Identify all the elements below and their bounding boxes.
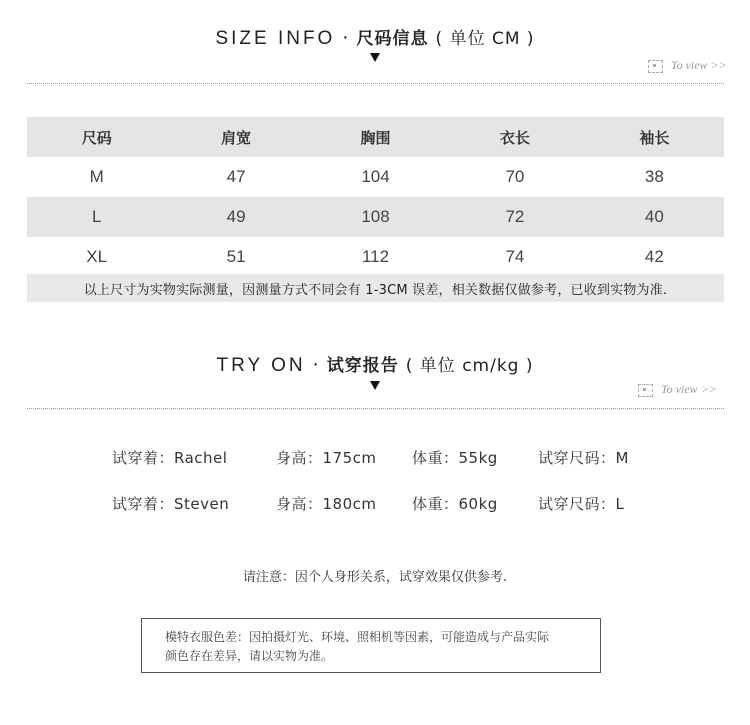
size-table-header-cell: 尺码 <box>81 128 112 147</box>
size-info-to-view-label: To view >> <box>671 58 727 72</box>
size-table-row <box>27 157 724 197</box>
size-table-cell: 47 <box>226 167 246 186</box>
color-notice-line-1: 模特衣服色差：因拍摄灯光、环境、照相机等因素，可能造成与产品实际 <box>165 630 550 644</box>
try-on-note: 请注意：因个人身形关系，试穿效果仅供参考. <box>242 570 508 585</box>
size-info-title-en: SIZE INFO <box>215 28 336 49</box>
size-table-cell: 104 <box>361 167 390 186</box>
size-table-cell: 108 <box>361 207 390 226</box>
size-table-cell: 74 <box>505 247 525 266</box>
try-on-height: 身高：175cm <box>276 449 377 467</box>
try-on-title-unit: ( 单位 cm/kg ) <box>405 356 534 376</box>
size-table-row <box>27 237 724 277</box>
try-on-model: 试穿着：Steven <box>112 495 230 513</box>
size-table-cell: 70 <box>505 167 525 186</box>
size-note: 以上尺寸为实物实际测量，因测量方式不同会有 1-3CM 误差，相关数据仅做参考，已收到实物为准. <box>27 274 724 302</box>
size-table-cell: XL <box>86 247 108 266</box>
size-table-header-cell: 肩宽 <box>221 128 252 147</box>
try-on-row <box>112 447 672 471</box>
try-on-to-view-label: To view >> <box>661 382 717 396</box>
size-info-title-sep: · <box>342 27 350 49</box>
size-table-cell: 38 <box>644 167 664 186</box>
down-arrow-icon <box>370 53 380 62</box>
try-on-title-en: TRY ON <box>216 355 306 376</box>
try-on-title-cn: 试穿报告 <box>326 356 399 376</box>
try-on-row <box>112 493 672 517</box>
size-table-header-cell: 袖长 <box>639 128 670 147</box>
size-table-cell: 112 <box>361 247 390 266</box>
size-table-header-row <box>27 117 724 157</box>
size-info-title <box>0 24 750 50</box>
view-icon <box>638 384 651 395</box>
size-table-row <box>27 197 724 237</box>
try-on-title <box>0 351 750 377</box>
size-info-to-view-link[interactable] <box>648 58 727 73</box>
view-icon <box>648 60 661 71</box>
try-on-to-view-link[interactable] <box>638 382 717 397</box>
size-table-header-cell: 胸围 <box>360 128 391 147</box>
try-on-model: 试穿着：Rachel <box>112 449 228 467</box>
color-notice-line-2: 颜色存在差异，请以实物为准。 <box>165 649 334 663</box>
size-info-title-unit: ( 单位 CM ) <box>435 29 535 49</box>
try-on-size: 试穿尺码：L <box>538 495 625 513</box>
try-on-weight: 体重：60kg <box>412 495 498 513</box>
try-on-title-sep: · <box>312 354 320 376</box>
size-table-cell: 42 <box>644 247 664 266</box>
size-table-cell: 72 <box>505 207 525 226</box>
size-table-cell: 49 <box>226 207 246 226</box>
try-on-weight: 体重：55kg <box>412 449 498 467</box>
try-on-size: 试穿尺码：M <box>538 449 629 467</box>
try-on-height: 身高：180cm <box>276 495 377 513</box>
size-info-divider <box>27 83 724 84</box>
try-on-divider <box>27 408 724 409</box>
size-table-cell: 51 <box>226 247 246 266</box>
size-table-header-cell: 衣长 <box>499 128 530 147</box>
size-table-cell: L <box>91 207 102 226</box>
down-arrow-icon <box>370 381 380 390</box>
size-table-cell: 40 <box>644 207 664 226</box>
size-table <box>27 117 724 277</box>
size-table-cell: M <box>89 167 104 186</box>
size-info-title-cn: 尺码信息 <box>356 29 429 49</box>
color-difference-notice <box>141 618 601 673</box>
